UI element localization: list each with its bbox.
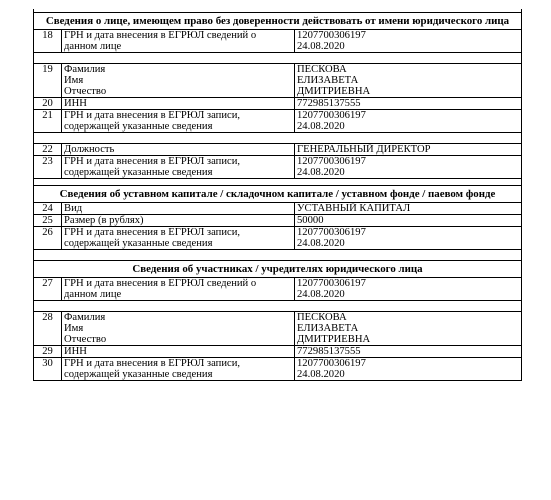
row-number: 23: [34, 156, 62, 179]
field-name: Фамилия Имя Отчество: [62, 64, 295, 98]
field-value: 772985137555: [295, 346, 522, 358]
field-value: 50000: [295, 215, 522, 227]
section-title: Сведения об участниках / учредителях юридического лица: [34, 261, 522, 278]
field-value: ГЕНЕРАЛЬНЫЙ ДИРЕКТОР: [295, 144, 522, 156]
table-row: [34, 215, 522, 227]
field-name: Размер (в рублях): [62, 215, 295, 227]
section-header-participants: [34, 261, 522, 278]
table-row: [34, 110, 522, 133]
row-number: 19: [34, 64, 62, 98]
table-row: [34, 358, 522, 381]
table-row: [34, 203, 522, 215]
row-number: 26: [34, 227, 62, 250]
spacer-row: [34, 133, 522, 144]
row-number: 24: [34, 203, 62, 215]
spacer-row: [34, 53, 522, 64]
spacer-row: [34, 250, 522, 261]
field-name: ГРН и дата внесения в ЕГРЮЛ записи, содержащей указанные сведения: [62, 110, 295, 133]
row-number: 30: [34, 358, 62, 381]
section-title: Сведения об уставном капитале / складочном капитале / уставном фонде / паевом фонде: [34, 186, 522, 203]
row-number: 25: [34, 215, 62, 227]
table-row: [34, 312, 522, 346]
section-header-authorized-person: [34, 13, 522, 30]
spacer-row: [34, 179, 522, 186]
field-name: ГРН и дата внесения в ЕГРЮЛ записи, содержащей указанные сведения: [62, 227, 295, 250]
table-row: [34, 144, 522, 156]
row-number: 18: [34, 30, 62, 53]
row-number: 22: [34, 144, 62, 156]
row-number: 27: [34, 278, 62, 301]
table-row: [34, 156, 522, 179]
field-value: 1207700306197 24.08.2020: [295, 358, 522, 381]
row-number: 28: [34, 312, 62, 346]
field-name: ИНН: [62, 98, 295, 110]
field-value: ПЕСКОВА ЕЛИЗАВЕТА ДМИТРИЕВНА: [295, 64, 522, 98]
spacer-row: [34, 301, 522, 312]
row-number: 20: [34, 98, 62, 110]
field-value: 1207700306197 24.08.2020: [295, 30, 522, 53]
field-name: ГРН и дата внесения в ЕГРЮЛ записи, содержащей указанные сведения: [62, 156, 295, 179]
field-value: 1207700306197 24.08.2020: [295, 278, 522, 301]
section-title: Сведения о лице, имеющем право без доверенности действовать от имени юридического лица: [34, 13, 522, 30]
field-value: 1207700306197 24.08.2020: [295, 110, 522, 133]
section-header-charter-capital: [34, 186, 522, 203]
table-row: [34, 64, 522, 98]
field-name: ГРН и дата внесения в ЕГРЮЛ записи, содержащей указанные сведения: [62, 358, 295, 381]
table-row: [34, 227, 522, 250]
field-name: ГРН и дата внесения в ЕГРЮЛ сведений о данном лице: [62, 278, 295, 301]
row-number: 29: [34, 346, 62, 358]
egrul-table: [33, 9, 522, 381]
egrul-extract-sheet: [33, 9, 521, 381]
field-value: 772985137555: [295, 98, 522, 110]
field-name: Вид: [62, 203, 295, 215]
field-value: 1207700306197 24.08.2020: [295, 156, 522, 179]
field-name: Фамилия Имя Отчество: [62, 312, 295, 346]
table-row: [34, 98, 522, 110]
field-name: Должность: [62, 144, 295, 156]
field-value: УСТАВНЫЙ КАПИТАЛ: [295, 203, 522, 215]
field-value: 1207700306197 24.08.2020: [295, 227, 522, 250]
table-row: [34, 346, 522, 358]
field-name: ИНН: [62, 346, 295, 358]
table-row: [34, 30, 522, 53]
field-value: ПЕСКОВА ЕЛИЗАВЕТА ДМИТРИЕВНА: [295, 312, 522, 346]
row-number: 21: [34, 110, 62, 133]
field-name: ГРН и дата внесения в ЕГРЮЛ сведений о данном лице: [62, 30, 295, 53]
table-row: [34, 278, 522, 301]
